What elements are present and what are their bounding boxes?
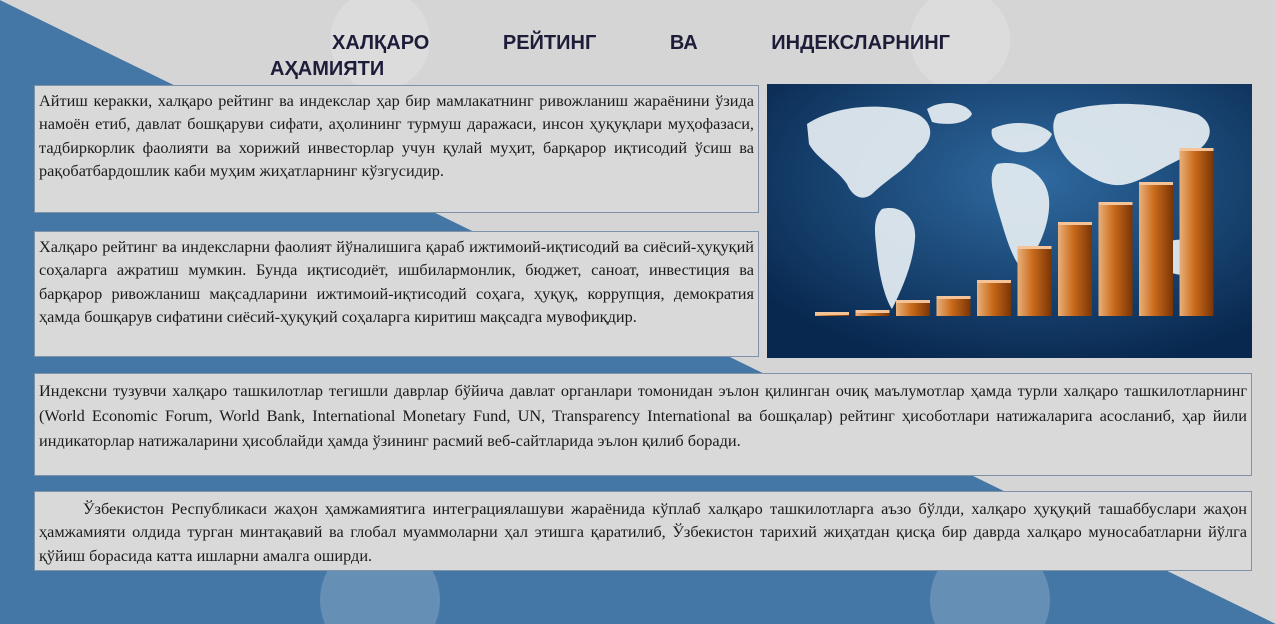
paragraph-box-3: Индексни тузувчи халқаро ташкилотлар тегишли даврлар бўйича давлат органлари томонидан эълон қилинган очиқ маълумотлар ҳамда турли халқаро ташкилотларнинг (World Economic Forum, World Bank, International Monetary Fund, UN, Transparency International ва бошқалар) рейтинг ҳисоботлари натижаларига асосланиб, ҳар йили индикаторлар натижаларини ҳисоблайди ҳамда ўзининг расмий веб-сайтларида эълон қилиб боради. (34, 373, 1252, 476)
bar-6 (1018, 246, 1052, 316)
world-map-bar-chart-image (767, 84, 1252, 358)
bar-top-3 (896, 300, 930, 303)
bar-9 (1139, 182, 1173, 316)
title-word-2: РЕЙТИНГ (502, 32, 597, 54)
bar-top-1 (815, 312, 849, 315)
bar-top-4 (937, 296, 971, 299)
title-word-1: ХАЛҚАРО (332, 32, 430, 54)
bar-8 (1099, 202, 1133, 316)
bar-top-7 (1058, 222, 1092, 225)
title-word-3: ВА (669, 32, 698, 54)
title-word-4: ИНДЕКСЛАРНИНГ (771, 32, 950, 54)
bar-top-2 (856, 310, 890, 313)
paragraph-box-4: Ўзбекистон Республикаси жаҳон ҳамжамиятига интеграциялашуви жараёнида кўплаб халқаро ташкилотларга аъзо бўлди, халқаро ҳуқуқий ташаббуслари жаҳон ҳамжамияти олдида турган минтақавий ва глобал муаммоларни ҳал этишга қаратилиб, Ўзбекистон тарихий жиҳатдан қисқа бир даврда халқаро муносабатларни йўлга қўйиш борасида катта ишларни амалга оширди. (34, 491, 1252, 571)
bar-top-5 (977, 280, 1011, 283)
slide-title (270, 30, 950, 82)
paragraph-box-1: Айтиш керакки, халқаро рейтинг ва индекслар ҳар бир мамлакатнинг ривожланиш жараёнини ўзида намоён етиб, давлат бошқаруви сифати, аҳолининг турмуш даражаси, инсон ҳуқуқлари муҳофазаси, тадбиркорлик фаолияти ва хорижий инвесторлар учун қулай муҳит, барқарор иқтисодий ўсиш ва рақобатбардошлик каби муҳим жиҳатларнинг кўзгусидир. (34, 85, 759, 213)
title-line-2: АҲАМИЯТИ (270, 58, 385, 80)
bar-top-9 (1139, 182, 1173, 185)
bar-7 (1058, 222, 1092, 316)
bar-5 (977, 280, 1011, 316)
title-line-1 (270, 30, 950, 56)
bar-10 (1180, 148, 1214, 316)
bar-top-8 (1099, 202, 1133, 205)
paragraph-box-2: Халқаро рейтинг ва индексларни фаолият йўналишига қараб ижтимоий-иқтисодий ва сиёсий-ҳуқуқий соҳаларга ажратиш мумкин. Бунда иқтисодиёт, ишбилармонлик, бюджет, саноат, инвестиция ва барқарор ривожланиш мақсадларини ижтимоий-иқтисодий соҳага, ҳуқуқ, коррупция, демократия ҳамда бошқарув сифатини сиёсий-ҳуқуқий соҳаларга киритиш мақсадга мувофиқдир. (34, 231, 759, 357)
bar-top-10 (1180, 148, 1214, 151)
bar-top-6 (1018, 246, 1052, 249)
